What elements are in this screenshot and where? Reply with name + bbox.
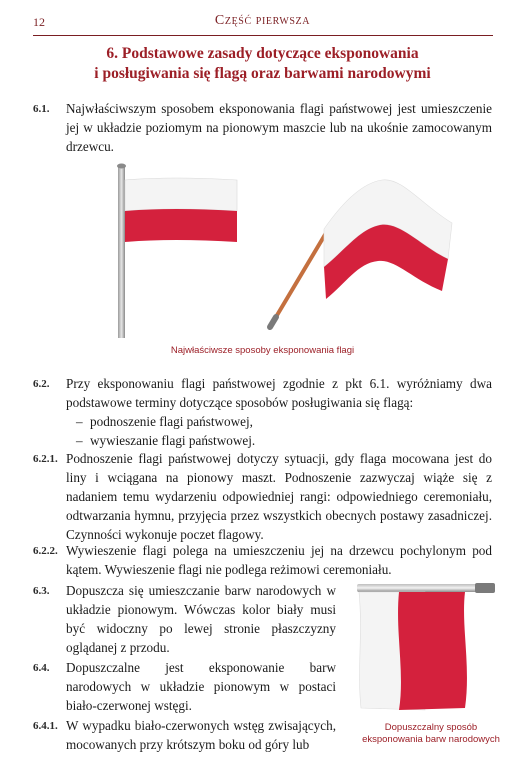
item-text-6-3: Dopuszcza się umieszczanie barw narodowych w układzie pionowym. Wówczas kolor biały musi być widoczny po lewej stronie płaszczyzny oglądanej z przodu. xyxy=(66,583,336,655)
item-text-6-2: Przy eksponowaniu flagi państwowej zgodnie z pkt 6.1. wyróżniamy dwa podstawowe terminy dotyczące sposobów posługiwania się flagą: xyxy=(66,376,492,410)
section-title xyxy=(40,44,485,84)
running-head: Część pierwsza xyxy=(214,13,311,28)
section-title-line2: i posługiwania się flagą oraz barwami narodowymi xyxy=(94,65,431,82)
item-text-6-4-1: W wypadku biało-czerwonych wstęg zwisających, mocowanych przy krótszym boku od góry lub xyxy=(66,718,336,752)
item-number-6-4: 6.4. xyxy=(33,662,50,674)
item-block-6-2 xyxy=(66,374,492,450)
section-title-line1: 6. Podstawowe zasady dotyczące eksponowania xyxy=(106,45,419,62)
header-rule xyxy=(33,35,493,36)
figure2-caption xyxy=(356,722,506,746)
item-number-6-2-2: 6.2.2. xyxy=(33,545,58,557)
vertical-banner-illustration xyxy=(355,582,500,717)
figure2-caption-line1: Dopuszczalny sposób xyxy=(384,722,478,733)
flag-on-mast-illustration xyxy=(112,160,242,340)
page-number: 12 xyxy=(33,15,45,29)
item-number-6-2-1: 6.2.1. xyxy=(33,453,58,465)
item-number-6-2: 6.2. xyxy=(33,378,50,390)
item-text-6-2-1: Podnoszenie flagi państwowej dotyczy sytuacji, gdy flaga mocowana jest do liny i wciągana na pionowy maszt. Podnoszenie zazwyczaj wiąże się z nadaniem temu wydarzeniu odpowiedniej rangi: odpowiedniego ceremoniału, odtwarzania hymnu, przyjęcia przez wszystkich obecnych postawy zasadniczej. Czynności wykonuje poczet flagowy. xyxy=(66,451,492,542)
item-number-6-4-1: 6.4.1. xyxy=(33,720,58,732)
list-item: – podnoszenie flagi państwowej, xyxy=(76,412,492,431)
figure2-caption-line2: eksponowania barw narodowych xyxy=(362,734,500,745)
figure1-caption: Najwłaściwsze sposoby eksponowania flagi xyxy=(170,345,355,356)
flag-on-slanted-pole-illustration xyxy=(262,175,462,335)
item-6-2-list xyxy=(76,412,492,450)
page-header xyxy=(0,0,525,44)
item-text-6-4: Dopuszczalne jest eksponowanie barw narodowych w układzie pionowym w postaci biało-czerwonej wstęgi. xyxy=(66,660,336,713)
item-text-6-1: Najwłaściwszym sposobem eksponowania flagi państwowej jest umieszczenie jej w układzie poziomym na pionowym maszcie lub na ukośnie zamocowanym drzewcu. xyxy=(66,101,492,154)
list-item: – wywieszanie flagi państwowej. xyxy=(76,431,492,450)
item-number-6-3: 6.3. xyxy=(33,585,50,597)
item-text-6-2-2: Wywieszenie flagi polega na umieszczeniu jej na drzewcu pochylonym pod kątem. Wywieszenie flagi nie podlega reżimowi ceremoniału. xyxy=(66,543,492,577)
item-number-6-1: 6.1. xyxy=(33,103,50,115)
